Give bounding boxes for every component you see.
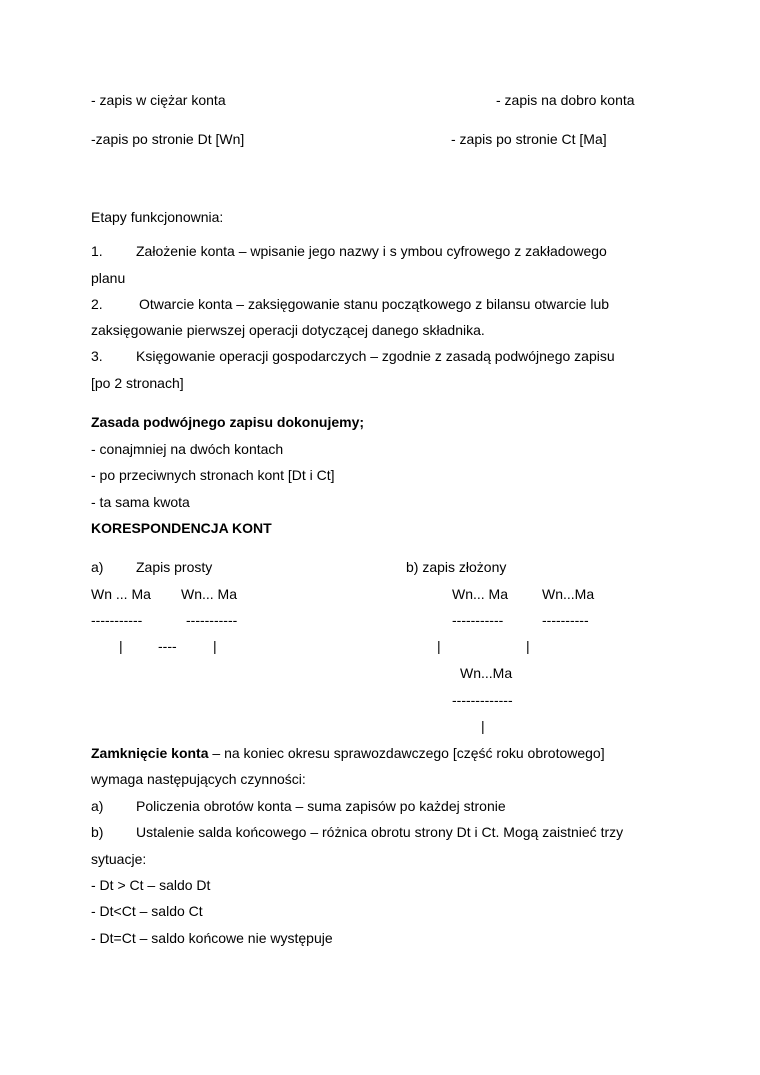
correspondence-heading: KORESPONDENCJA KONT	[91, 520, 272, 536]
double-entry-item: - conajmniej na dwóch kontach	[91, 441, 284, 457]
balance-case: - Dt<Ct – saldo Ct	[91, 903, 203, 919]
account-dash-line: -----------	[91, 612, 143, 628]
closing-step-text: Ustalenie salda końcowego – różnica obrotu strony Dt i Ct. Mogą zaistnieć trzy	[136, 824, 624, 840]
closing-step-text: Policzenia obrotów konta – suma zapisów po każdej stronie	[136, 798, 506, 814]
account-dash-line: -----------	[186, 612, 238, 628]
account-bar: |	[119, 638, 123, 654]
stage-text-continued: planu	[91, 270, 126, 286]
closing-step-marker: b)	[91, 824, 104, 840]
account-header: Wn...Ma	[542, 586, 595, 602]
debit-side-text: -zapis po stronie Dt [Wn]	[91, 131, 245, 147]
stage-number: 1.	[91, 243, 103, 259]
account-header: Wn... Ma	[452, 586, 509, 602]
stage-number: 2.	[91, 296, 103, 312]
account-dash-line: -----------	[452, 612, 504, 628]
closing-heading-line	[91, 745, 605, 761]
simple-entry-label: Zapis prosty	[136, 559, 213, 575]
stage-text: Otwarcie konta – zaksięgowanie stanu początkowego z bilansu otwarcie lub	[139, 296, 610, 312]
account-header: Wn ... Ma	[91, 586, 151, 602]
debit-entry-text: - zapis w ciężar konta	[91, 92, 226, 108]
credit-side-text: - zapis po stronie Ct [Ma]	[451, 131, 607, 147]
credit-entry-text: - zapis na dobro konta	[496, 92, 635, 108]
closing-step-marker: a)	[91, 798, 104, 814]
account-dash-line: -------------	[452, 692, 513, 708]
compound-entry-label: b) zapis złożony	[406, 559, 507, 575]
account-dash-line: ----------	[542, 612, 589, 628]
stage-text-continued: [po 2 stronach]	[91, 375, 184, 391]
balance-case: - Dt=Ct – saldo końcowe nie występuje	[91, 930, 333, 946]
account-header: Wn...Ma	[460, 665, 513, 681]
double-entry-item: - ta sama kwota	[91, 494, 190, 510]
stages-heading: Etapy funkcjonownia:	[91, 209, 224, 225]
account-bar: |	[437, 638, 441, 654]
stage-text: Założenie konta – wpisanie jego nazwy i s ymbou cyfrowego z zakładowego	[136, 243, 607, 259]
balance-case: - Dt > Ct – saldo Dt	[91, 877, 211, 893]
stage-text-continued: zaksięgowanie pierwszej operacji dotyczącej danego składnika.	[91, 322, 485, 338]
account-header: Wn... Ma	[181, 586, 238, 602]
stage-number: 3.	[91, 348, 103, 364]
closing-heading-bold: Zamknięcie konta	[91, 745, 209, 761]
closing-heading-rest: – na koniec okresu sprawozdawczego [część roku obrotowego]	[208, 745, 605, 761]
account-bar: |	[213, 638, 217, 654]
simple-entry-marker: a)	[91, 559, 104, 575]
account-bar: |	[481, 718, 485, 734]
double-entry-heading: Zasada podwójnego zapisu dokonujemy;	[91, 414, 365, 430]
closing-heading-continued: wymaga następujących czynności:	[91, 771, 306, 787]
account-bar: |	[526, 638, 530, 654]
stage-text: Księgowanie operacji gospodarczych – zgodnie z zasadą podwójnego zapisu	[136, 348, 615, 364]
double-entry-item: - po przeciwnych stronach kont [Dt i Ct]	[91, 467, 335, 483]
closing-step-continued: sytuacje:	[91, 851, 147, 867]
account-link: ----	[158, 638, 177, 654]
